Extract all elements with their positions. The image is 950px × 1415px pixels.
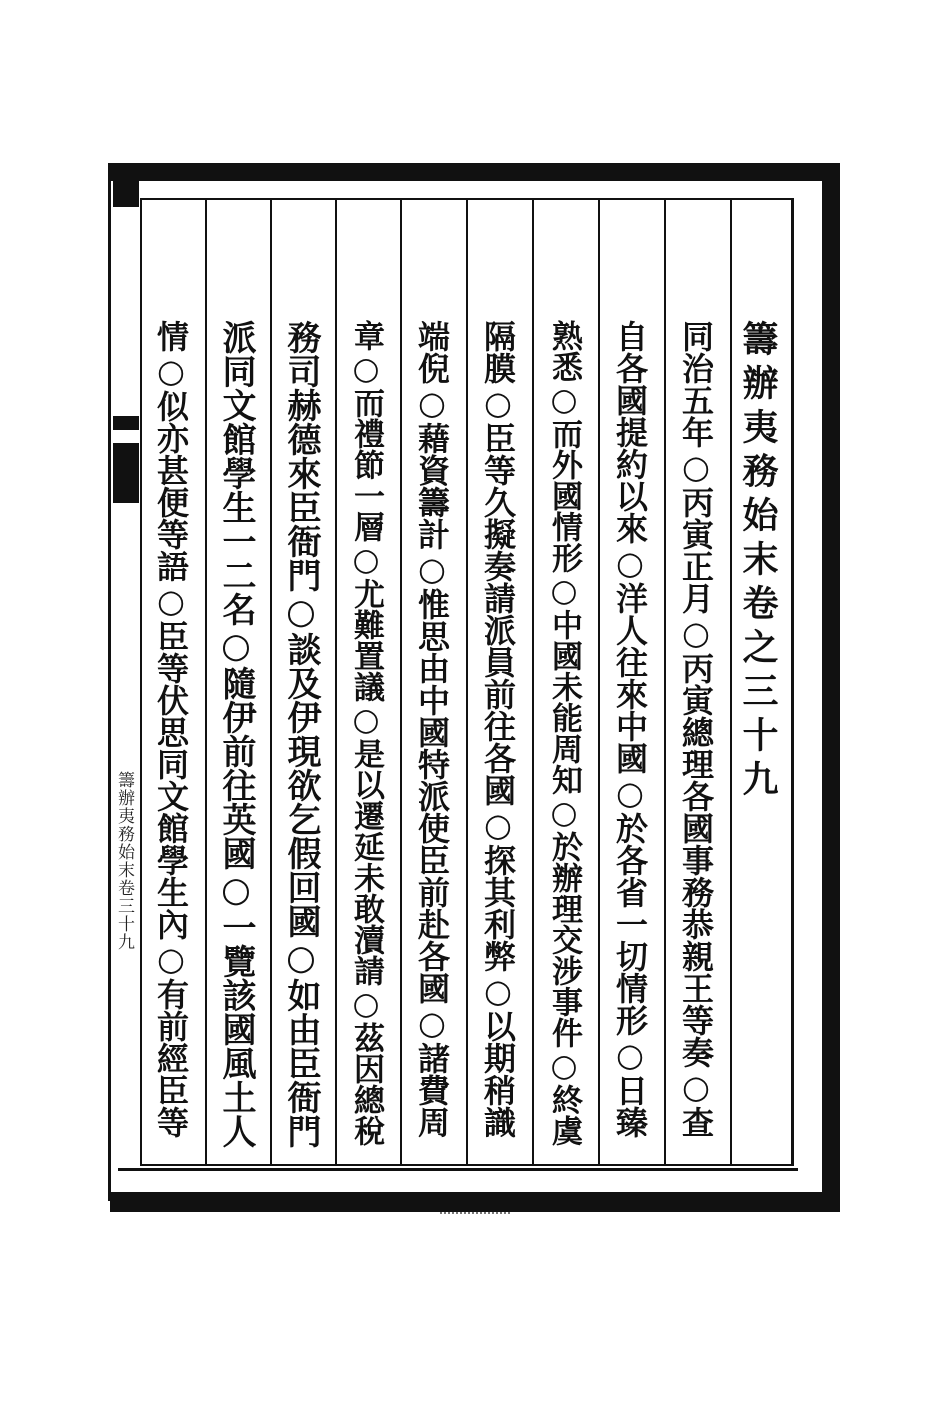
column-rule [730,200,732,1166]
frame-top-border [108,163,840,181]
column-rule [598,200,600,1166]
column-rule [335,200,337,1166]
text-column: 章○而禮節一層○尤難置議○是以遷延未敢瀆請○茲因總稅 [348,320,384,1146]
text-column: 端倪○藉資籌計○惟思由中國特派使臣前赴各國○諸費周 [413,320,451,1138]
margin-strip [111,181,140,1192]
text-column: 隔膜○臣等久擬奏請派員前往各國○探其利弊○以期稍識 [479,320,517,1138]
margin-block [113,443,139,503]
frame-right-border [822,175,840,1210]
page-number-mark [440,1212,510,1220]
text-column: 情○似亦甚便等語○臣等伏思同文館學生內○有前經臣等 [152,320,190,1138]
column-rule [664,200,666,1166]
text-column: 自各國提約以來○洋人往來中國○於各省一切情形○日臻 [611,320,649,1138]
text-column: 熟悉○而外國情形○中國未能周知○於辦理交涉事件○終虞 [546,320,582,1146]
text-column: 務司赫德來臣衙門○談及伊現欲乞假回國○如由臣衙門 [281,320,321,1148]
frame-bottom-border [110,1192,840,1212]
column-rule [532,200,534,1166]
margin-block [113,416,139,430]
text-column: 派同文館學生一二名○隨伊前往英國○一覽該國風土人 [216,320,256,1148]
margin-block [113,181,139,207]
column-rule [270,200,272,1166]
document-title: 籌辦夷務始末卷之三十九 [737,320,779,804]
margin-label: 籌辦夷務始末卷三十九 [114,771,134,951]
column-rule [400,200,402,1166]
column-rule [205,200,207,1166]
column-rule [466,200,468,1166]
text-column: 同治五年○丙寅正月○丙寅總理各國事務恭親王等奏○查 [677,320,715,1138]
text-frame-bottom [118,1168,798,1171]
